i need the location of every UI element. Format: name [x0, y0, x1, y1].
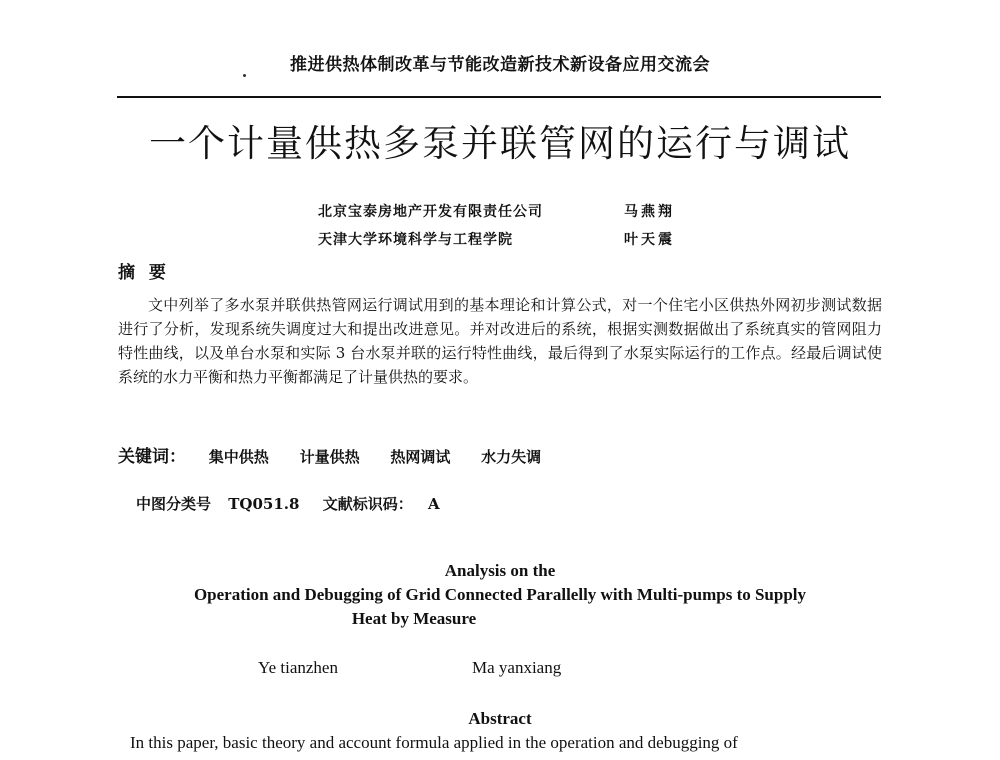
abstract-heading-en: Abstract — [468, 709, 532, 728]
abstract-heading-cn: 摘 要 — [118, 263, 170, 283]
author-en-1 — [258, 658, 338, 678]
doc-code: A — [427, 495, 440, 513]
affiliation-2: 天津大学环境科学与工程学院 — [318, 232, 513, 248]
header-rule — [117, 96, 881, 98]
keyword: 热网调试 — [390, 448, 451, 466]
doc-code-label: 文献标识码： — [322, 495, 413, 513]
classification-code: TQ051.8 — [228, 495, 300, 513]
classification-label: 中图分类号 — [136, 495, 212, 513]
keyword: 集中供热 — [208, 448, 269, 466]
paper-title-cn: 一个计量供热多泵并联管网的运行与调试 — [149, 122, 851, 165]
scan-speck — [243, 74, 246, 77]
paper-title-en-line1: Analysis on the — [444, 561, 556, 580]
classification-row — [136, 493, 452, 514]
keywords-row — [118, 442, 567, 467]
keyword: 水力失调 — [481, 448, 542, 466]
abstract-body-en: In this paper, basic theory and account formula applied in the operation and debugging of — [130, 733, 738, 752]
author-1: 马燕翔 — [624, 204, 675, 220]
conference-header: 推进供热体制改革与节能改造新技术新设备应用交流会 — [290, 55, 710, 75]
abstract-body-cn: 文中列举了多水泵并联供热管网运行调试用到的基本理论和计算公式，对一个住宅小区供热外网初步测试数据进行了分析，发现系统失调度过大和提出改进意见。并对改进后的系统，根据实测数据做出了系统真实的管网阻力特性曲线，以及单台水泵和实际 3 台水泵并联的运行特性曲线，最后得到了水泵实际运行的工作点。经最后调试使系统的水力平衡和热力平衡都满足了计量供热的要求。 — [118, 296, 882, 386]
keywords-label: 关键词： — [118, 447, 186, 467]
paper-title-en-line3: Heat by Measure — [351, 609, 477, 628]
author-2: 叶天震 — [624, 232, 675, 248]
paper-title-en-line2: Operation and Debugging of Grid Connected Parallelly with Multi-pumps to Supply — [193, 585, 807, 604]
affiliation-1: 北京宝泰房地产开发有限责任公司 — [318, 204, 543, 220]
author-en-2: Ma yanxiang — [472, 658, 562, 677]
author-en-1-text: Ye tianzhen — [258, 658, 338, 677]
keyword: 计量供热 — [299, 448, 360, 466]
